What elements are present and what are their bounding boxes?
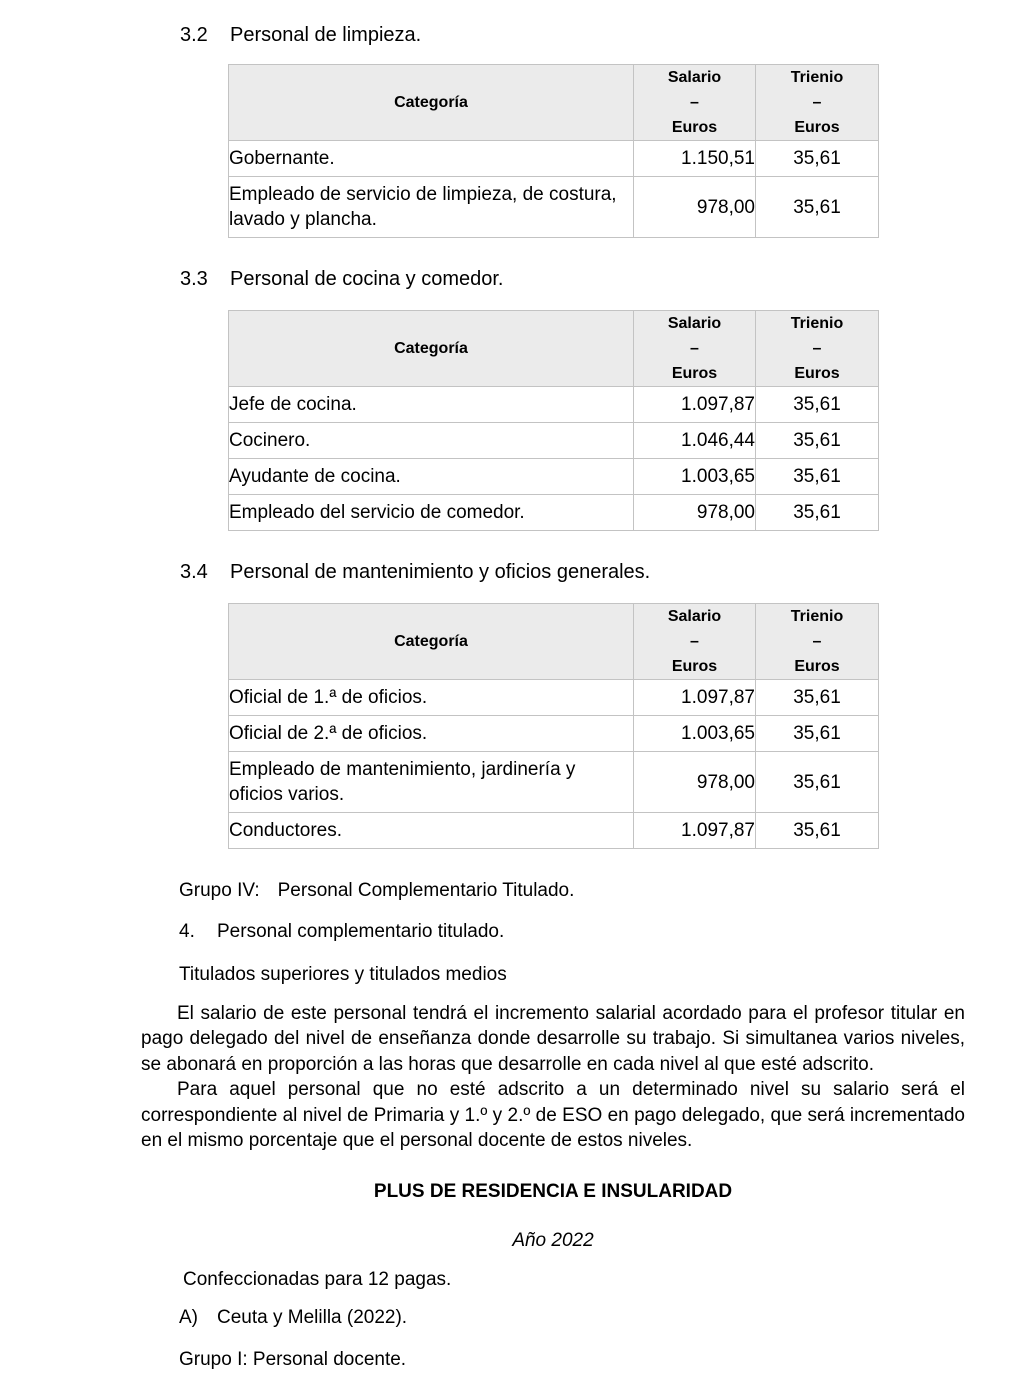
header-salario (634, 311, 756, 387)
group-iv-line (179, 878, 965, 903)
cell-trienio: 35,61 (756, 495, 879, 531)
header-euros-label: Euros (794, 365, 840, 382)
paragraph-adscrito: Para aquel personal que no esté adscrito a un determinado nivel su salario será el correspondiente al nivel de Primaria y 1.º y 2.º de ESO en pago delegado, que será incrementado en el mismo porcentaje que el personal docente de estos niveles. (141, 1079, 965, 1152)
cell-salary: 1.097,87 (634, 387, 756, 423)
table-header-row (229, 65, 879, 141)
cell-salary: 1.003,65 (634, 716, 756, 752)
cell-trienio: 35,61 (756, 680, 879, 716)
cell-category: Empleado del servicio de comedor. (229, 495, 634, 531)
section-number: 3.4 (180, 561, 208, 583)
table-header-row (229, 604, 879, 680)
header-categoria-label: Categoría (394, 633, 468, 650)
header-categoria-label: Categoría (394, 94, 468, 111)
plus-residencia-title: PLUS DE RESIDENCIA E INSULARIDAD (373, 1181, 733, 1203)
table-row (229, 680, 879, 716)
salary-table-mantenimiento (228, 603, 879, 849)
header-euros-label: Euros (794, 119, 840, 136)
table-row (229, 177, 879, 238)
header-dash: – (690, 633, 699, 650)
header-trienio-label: Trienio (790, 315, 844, 332)
header-salario-label: Salario (667, 608, 722, 625)
header-trienio (756, 604, 879, 680)
salary-table-limpieza (228, 64, 879, 238)
item-4-title: Personal complementario titulado. (217, 921, 505, 942)
table-row (229, 752, 879, 813)
section-title: Personal de limpieza. (230, 24, 422, 46)
section-heading-3-4 (141, 561, 965, 584)
cell-trienio: 35,61 (756, 387, 879, 423)
cell-category: Ayudante de cocina. (229, 459, 634, 495)
cell-trienio: 35,61 (756, 423, 879, 459)
cell-trienio: 35,61 (756, 177, 879, 238)
cell-salary: 1.097,87 (634, 680, 756, 716)
cell-category: Oficial de 1.ª de oficios. (229, 680, 634, 716)
section-number: 3.2 (180, 24, 208, 46)
section-title: Personal de cocina y comedor. (230, 268, 504, 290)
item-a-line (179, 1305, 965, 1330)
header-trienio-label: Trienio (790, 69, 844, 86)
header-dash: – (812, 94, 822, 111)
section-title: Personal de mantenimiento y oficios generales. (230, 561, 651, 583)
cell-trienio: 35,61 (756, 141, 879, 177)
table-row (229, 495, 879, 531)
cell-trienio: 35,61 (756, 459, 879, 495)
subtitle-line: Titulados superiores y titulados medios (179, 964, 507, 985)
header-dash: – (690, 340, 699, 357)
year-line: Año 2022 (512, 1230, 594, 1252)
group-i-line: Grupo I: Personal docente. (179, 1349, 407, 1371)
item-a-label: A) (179, 1307, 198, 1329)
header-euros-label: Euros (794, 658, 840, 675)
table-row (229, 423, 879, 459)
cell-trienio: 35,61 (756, 752, 879, 813)
header-trienio-label: Trienio (790, 608, 844, 625)
table-row (229, 813, 879, 849)
header-euros-label: Euros (671, 119, 718, 136)
cell-category: Empleado de mantenimiento, jardinería y oficios varios. (229, 752, 634, 813)
cell-trienio: 35,61 (756, 716, 879, 752)
cell-category: Cocinero. (229, 423, 634, 459)
header-dash: – (812, 340, 822, 357)
header-dash: – (812, 633, 822, 650)
header-categoria (229, 65, 634, 141)
cell-salary: 978,00 (634, 495, 756, 531)
group-iv-title: Personal Complementario Titulado. (277, 880, 575, 901)
cell-salary: 978,00 (634, 177, 756, 238)
cell-category: Jefe de cocina. (229, 387, 634, 423)
header-trienio (756, 65, 879, 141)
salary-table-cocina (228, 310, 879, 531)
cell-salary: 1.150,51 (634, 141, 756, 177)
cell-salary: 1.046,44 (634, 423, 756, 459)
section-number: 3.3 (180, 268, 208, 290)
header-salario-label: Salario (667, 315, 722, 332)
page-content (141, 0, 965, 1372)
cell-category: Empleado de servicio de limpieza, de costura, lavado y plancha. (229, 177, 634, 238)
cell-category: Conductores. (229, 813, 634, 849)
header-euros-label: Euros (671, 658, 718, 675)
table-row (229, 387, 879, 423)
cell-salary: 1.003,65 (634, 459, 756, 495)
header-trienio (756, 311, 879, 387)
table-row (229, 141, 879, 177)
cell-trienio: 35,61 (756, 813, 879, 849)
header-categoria (229, 311, 634, 387)
table-header-row (229, 311, 879, 387)
cell-category: Oficial de 2.ª de oficios. (229, 716, 634, 752)
header-salario (634, 604, 756, 680)
cell-salary: 978,00 (634, 752, 756, 813)
header-categoria (229, 604, 634, 680)
section-heading-3-3 (141, 268, 965, 291)
header-salario (634, 65, 756, 141)
item-a-text: Ceuta y Melilla (2022). (217, 1307, 408, 1329)
paragraph-salario: El salario de este personal tendrá el incremento salarial acordado para el profesor titular en pago delegado del nivel de enseñanza donde desarrolle su trabajo. Si simultanea varios niveles, se abonará en proporción a las horas que desarrolle en cada nivel al que esté adscrito. (141, 1003, 965, 1075)
item-4-number: 4. (179, 921, 195, 942)
group-iv-label: Grupo IV: (179, 880, 260, 901)
table-row (229, 716, 879, 752)
header-categoria-label: Categoría (394, 340, 468, 357)
section-heading-3-2 (141, 24, 965, 47)
note-line: Confeccionadas para 12 pagas. (183, 1269, 452, 1291)
header-salario-label: Salario (667, 69, 722, 86)
cell-salary: 1.097,87 (634, 813, 756, 849)
item-4-line (179, 919, 965, 944)
header-euros-label: Euros (671, 365, 718, 382)
cell-category: Gobernante. (229, 141, 634, 177)
header-dash: – (690, 94, 699, 111)
table-row (229, 459, 879, 495)
